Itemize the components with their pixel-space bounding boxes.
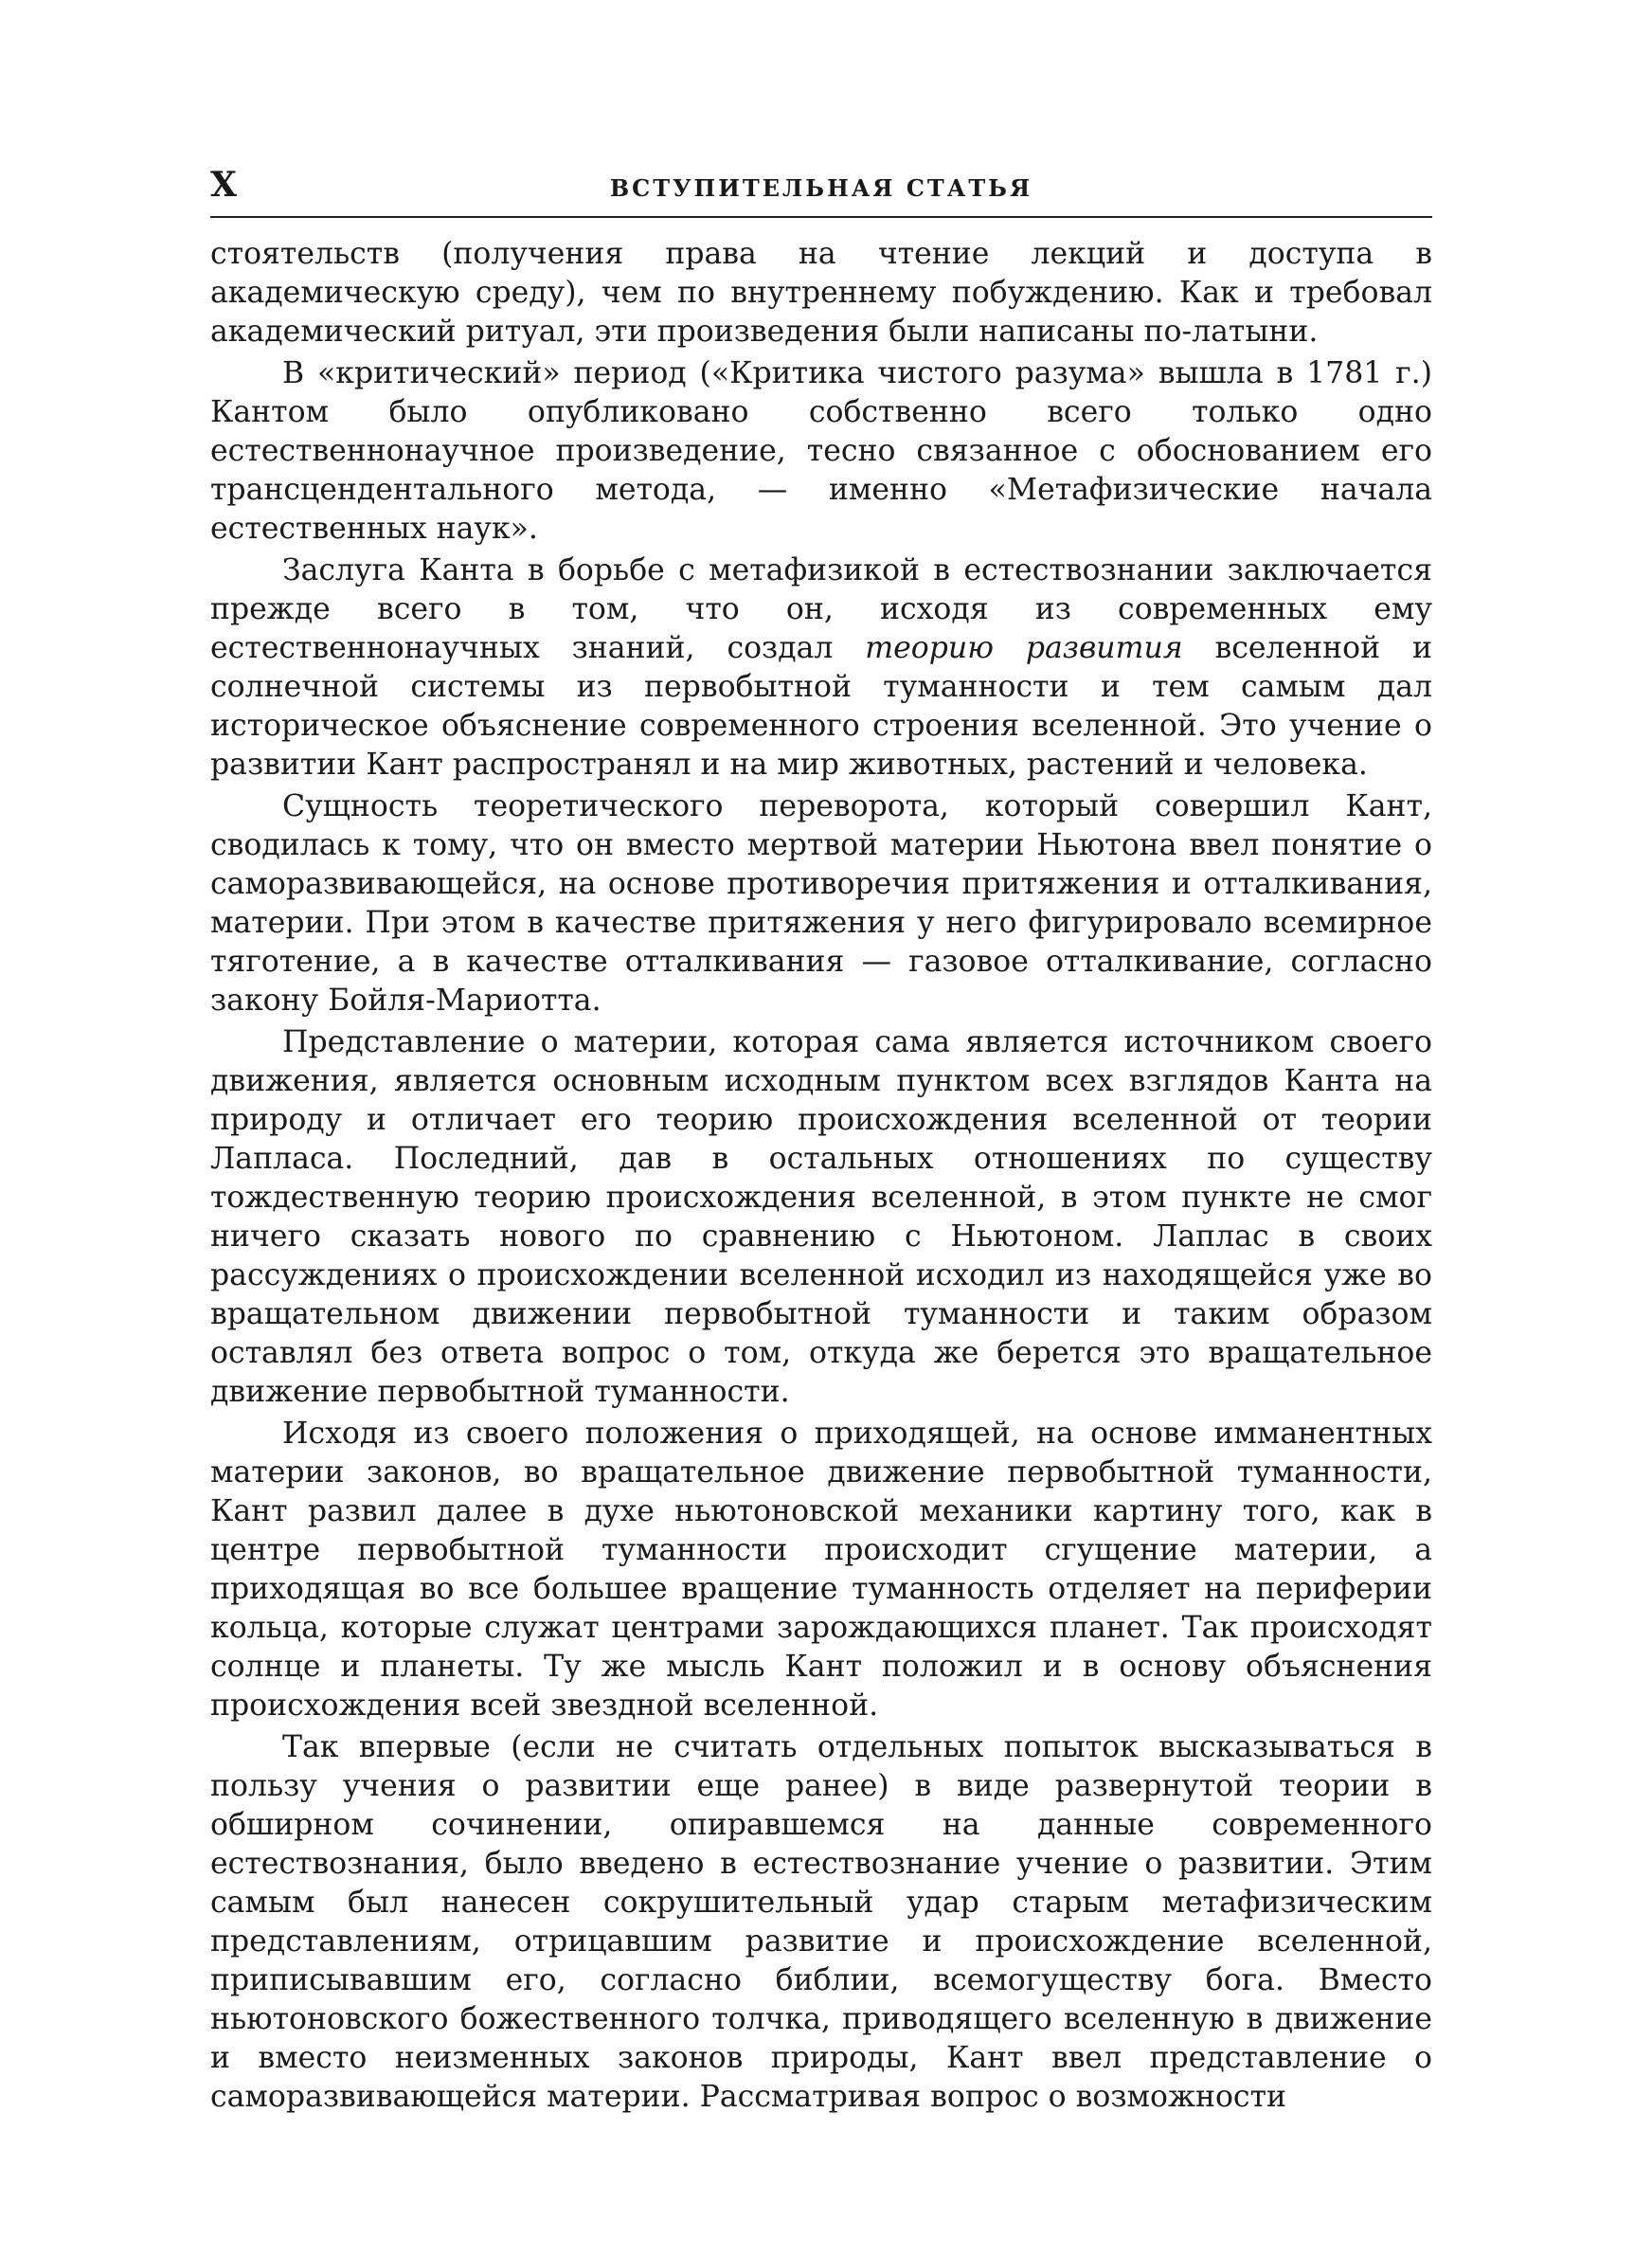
paragraph-continued: стоятельств (получения права на чтение лекций и доступа в академическую среду), чем по внутреннему побуждению. Как и требовал академический ритуал, эти произведения были написаны по-латыни. [210,237,1432,349]
paragraph: Представление о материи, которая сама является источником своего движения, является основным исходным пунктом всех взглядов Канта на природу и отличает его теорию происхождения вселенной от теории Лапласа. Последний, дав в остальных отношениях по существу тождественную теорию происхождения вселенной, в этом пункте не смог ничего сказать нового по сравнению с Ньютоном. Лаплас в своих рассуждениях о происхождении вселенной исходил из находящейся уже во вращательном движении первобытной туманности и таким образом оставлял без ответа вопрос о том, откуда же берется это вращательное движение первобытной туманности. [210,1025,1432,1409]
running-head: ВСТУПИТЕЛЬНАЯ СТАТЬЯ [609,174,1033,202]
paragraph: Сущность теоретического переворота, который совершил Кант, сводилась к тому, что он вместо мертвой материи Ньютона ввел понятие о саморазвивающейся, на основе противоречия притяжения и отталкивания, материи. При этом в качестве притяжения у него фигурировало всемирное тяготение, а в качестве отталкивания — газовое отталкивание, согласно закону Бойля-Мариотта. [210,789,1432,1018]
paragraph: Так впервые (если не считать отдельных попыток высказываться в пользу учения о развитии еще ранее) в виде развернутой теории в обширном сочинении, опиравшемся на данные современного естествознания, было введено в естествознание учение о развитии. Этим самым был нанесен сокрушительный удар старым метафизическим представлениям, отрицавшим развитие и происхождение вселенной, приписывавшим его, согласно библии, всемогуществу бога. Вместо ньютоновского божественного толчка, приводящего вселенную в движение и вместо неизменных законов природы, Кант ввел представление о саморазвивающейся материи. Рассматривая вопрос о возможности [210,1730,1432,2114]
paragraph [210,551,1432,785]
emphasized-term: теорию развития [865,631,1183,665]
book-page [210,159,1432,2187]
paragraph: В «критический» период («Критика чистого разума» вышла в 1781 г.) Кантом было опубликовано собственно всего только одно естественнонаучное произведение, тесно связанное с обоснованием его трансцендентального метода, — именно «Метафизические начала естественных наук». [210,356,1432,546]
paragraph: Исходя из своего положения о приходящей, на основе имманентных материи законов, во вращательное движение первобытной туманности, Кант развил далее в духе ньютоновской механики картину того, как в центре первобытной туманности происходит сгущение материи, а приходящая во все большее вращение туманность отделяет на периферии кольца, которые служат центрами зарождающихся планет. Так происходят солнце и планеты. Ту же мысль Кант положил и в основу объяснения происхождения всей звездной вселенной. [210,1417,1432,1723]
page-header [210,159,1432,218]
page-number: X [210,165,238,205]
paragraph-text: Заслуга Канта в борьбе с метафизикой в естествознании заключается прежде всего в том, что он, исходя из современных ему естественнонаучных знаний, создал [210,553,1432,665]
article-body [210,235,1432,2117]
paragraph-text: вселенной и солнечной системы из первобытной туманности и тем самым дал историческое объяснение современного строения вселенной. Это учение о развитии Кант распространял и на мир животных, растений и человека. [210,631,1432,782]
